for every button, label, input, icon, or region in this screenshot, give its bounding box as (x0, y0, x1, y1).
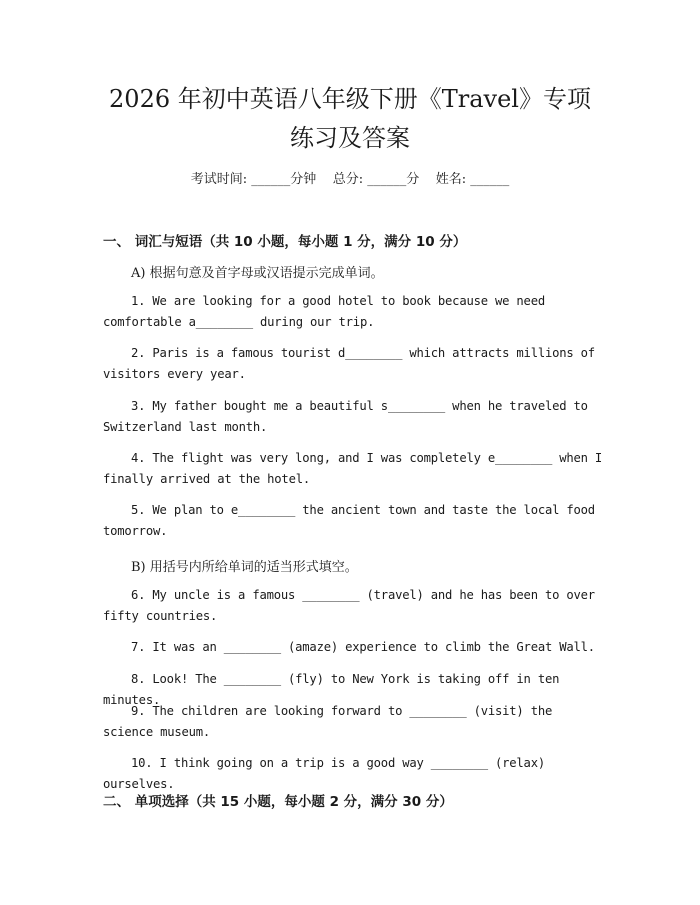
section-2-heading: 二、 单项选择（共 15 小题，每小题 2 分，满分 30 分） (103, 794, 453, 810)
question-7: 7. It was an ________ (amaze) experience to climb the Great Wall. (131, 640, 595, 654)
title-line-1: 2026 年初中英语八年级下册《Travel》专项 (109, 85, 591, 113)
question-6: 6. My uncle is a famous ________ (travel) and he has been to over fifty countries. (103, 588, 595, 623)
question-4: 4. The flight was very long, and I was completely e________ when I finally arrived at the hotel. (103, 451, 603, 486)
question-9: 9. The children are looking forward to ________ (visit) the science museum. (103, 704, 553, 739)
part-a-instruction: A) 根据句意及首字母或汉语提示完成单词。 (131, 266, 384, 281)
question-8: 8. Look! The ________ (fly) to New York is taking off in ten minutes. (103, 672, 560, 707)
part-b-instruction: B) 用括号内所给单词的适当形式填空。 (131, 560, 358, 575)
question-5: 5. We plan to e________ the ancient town and taste the local food tomorrow. (103, 503, 595, 538)
question-1: 1. We are looking for a good hotel to book because we need comfortable a________ during our trip. (103, 294, 545, 329)
question-2: 2. Paris is a famous tourist d________ which attracts millions of visitors every year. (103, 346, 595, 381)
section-1-heading: 一、 词汇与短语（共 10 小题，每小题 1 分，满分 10 分） (103, 234, 467, 250)
question-3: 3. My father bought me a beautiful s________ when he traveled to Switzerland last month. (103, 399, 588, 434)
exam-info-line: 考试时间: ______分钟 总分: ______分 姓名: ______ (190, 172, 510, 187)
title-line-2: 练习及答案 (290, 124, 410, 152)
document-title (0, 80, 700, 158)
question-10: 10. I think going on a trip is a good way ________ (relax) ourselves. (103, 756, 545, 791)
